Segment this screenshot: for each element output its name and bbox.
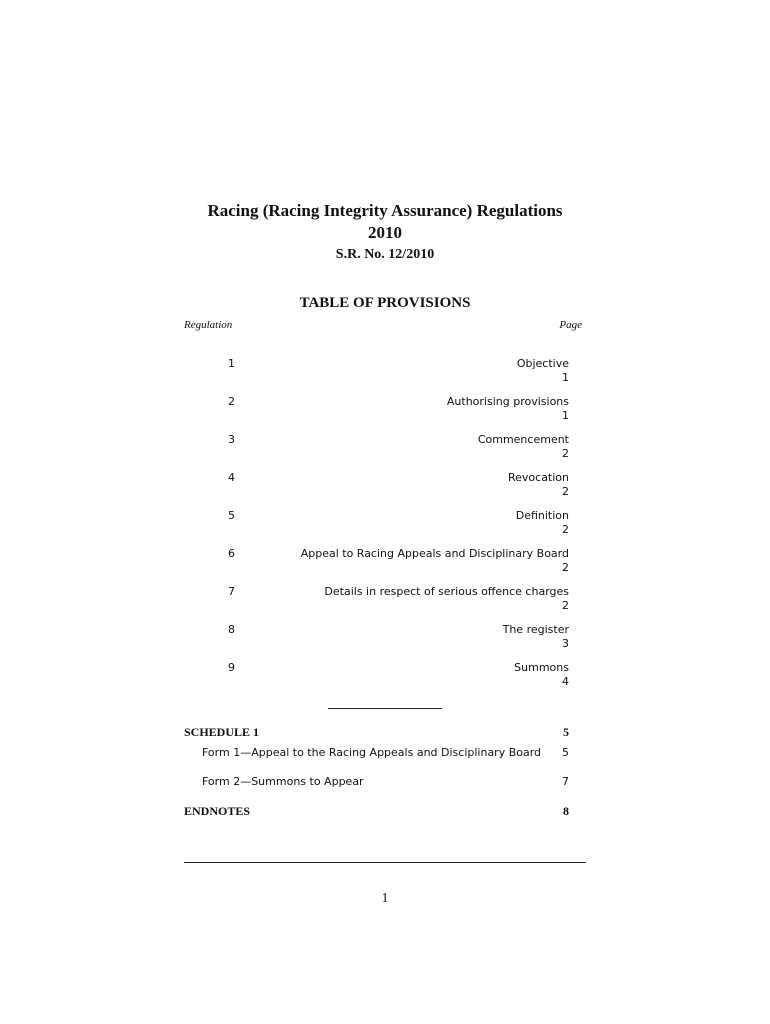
form-page: 5 xyxy=(562,746,569,759)
schedule-form-1[interactable] xyxy=(184,745,569,761)
schedule-page: 5 xyxy=(563,725,569,739)
regulation-page: 4 xyxy=(562,675,569,688)
section-divider xyxy=(328,708,442,709)
toc-entry-2[interactable] xyxy=(184,395,569,425)
toc-entry-1[interactable] xyxy=(184,357,569,387)
regulation-number: 3 xyxy=(228,433,235,446)
regulation-title[interactable]: Details in respect of serious offence charges xyxy=(324,585,569,598)
toc-entry-3[interactable] xyxy=(184,433,569,463)
footer-rule xyxy=(184,862,586,863)
column-label-regulation: Regulation xyxy=(184,319,233,331)
regulation-number: 5 xyxy=(228,509,235,522)
regulation-title[interactable]: Objective xyxy=(516,357,569,370)
regulation-number: 6 xyxy=(228,547,235,560)
title-line-2: 2010 xyxy=(368,223,402,242)
toc-entry-8[interactable] xyxy=(184,623,569,653)
regulation-number: 2 xyxy=(228,395,235,408)
regulation-page: 2 xyxy=(562,523,569,536)
column-label-page: Page xyxy=(559,319,582,331)
endnotes-entry[interactable] xyxy=(184,803,569,819)
endnotes-page: 8 xyxy=(563,804,569,818)
regulation-title[interactable]: Appeal to Racing Appeals and Disciplinary Board xyxy=(300,547,569,560)
form-label[interactable]: Form 1—Appeal to the Racing Appeals and Disciplinary Board xyxy=(202,746,542,759)
form-label[interactable]: Form 2—Summons to Appear xyxy=(202,775,364,788)
regulation-title[interactable]: The register xyxy=(502,623,569,636)
regulation-page: 3 xyxy=(562,637,569,650)
document-title xyxy=(0,200,770,244)
regulation-title[interactable]: Definition xyxy=(515,509,569,522)
regulation-title[interactable]: Revocation xyxy=(507,471,569,484)
regulation-title[interactable]: Authorising provisions xyxy=(446,395,569,408)
regulation-page: 2 xyxy=(562,447,569,460)
regulation-number: 9 xyxy=(228,661,235,674)
form-page: 7 xyxy=(562,775,569,788)
toc-entry-7[interactable] xyxy=(184,585,569,615)
regulation-page: 1 xyxy=(562,371,569,384)
regulation-page: 1 xyxy=(562,409,569,422)
regulation-page: 2 xyxy=(562,561,569,574)
statutory-rule-number: S.R. No. 12/2010 xyxy=(335,247,435,262)
schedule-form-2[interactable] xyxy=(184,774,569,790)
toc-entry-9[interactable] xyxy=(184,661,569,691)
regulation-number: 1 xyxy=(228,357,235,370)
title-line-1: Racing (Racing Integrity Assurance) Regulations xyxy=(207,201,563,220)
regulation-title[interactable]: Commencement xyxy=(477,433,569,446)
toc-heading: TABLE OF PROVISIONS xyxy=(299,295,471,311)
endnotes-label[interactable]: ENDNOTES xyxy=(184,804,251,818)
schedule-label[interactable]: SCHEDULE 1 xyxy=(184,725,260,739)
page-number: 1 xyxy=(381,891,389,906)
toc-entry-4[interactable] xyxy=(184,471,569,501)
regulation-page: 2 xyxy=(562,485,569,498)
regulation-number: 8 xyxy=(228,623,235,636)
toc-entry-6[interactable] xyxy=(184,547,569,577)
regulation-title[interactable]: Summons xyxy=(514,661,569,674)
schedule-entry[interactable] xyxy=(184,724,569,740)
toc-entry-5[interactable] xyxy=(184,509,569,539)
regulation-page: 2 xyxy=(562,599,569,612)
regulation-number: 7 xyxy=(228,585,235,598)
regulation-number: 4 xyxy=(228,471,235,484)
